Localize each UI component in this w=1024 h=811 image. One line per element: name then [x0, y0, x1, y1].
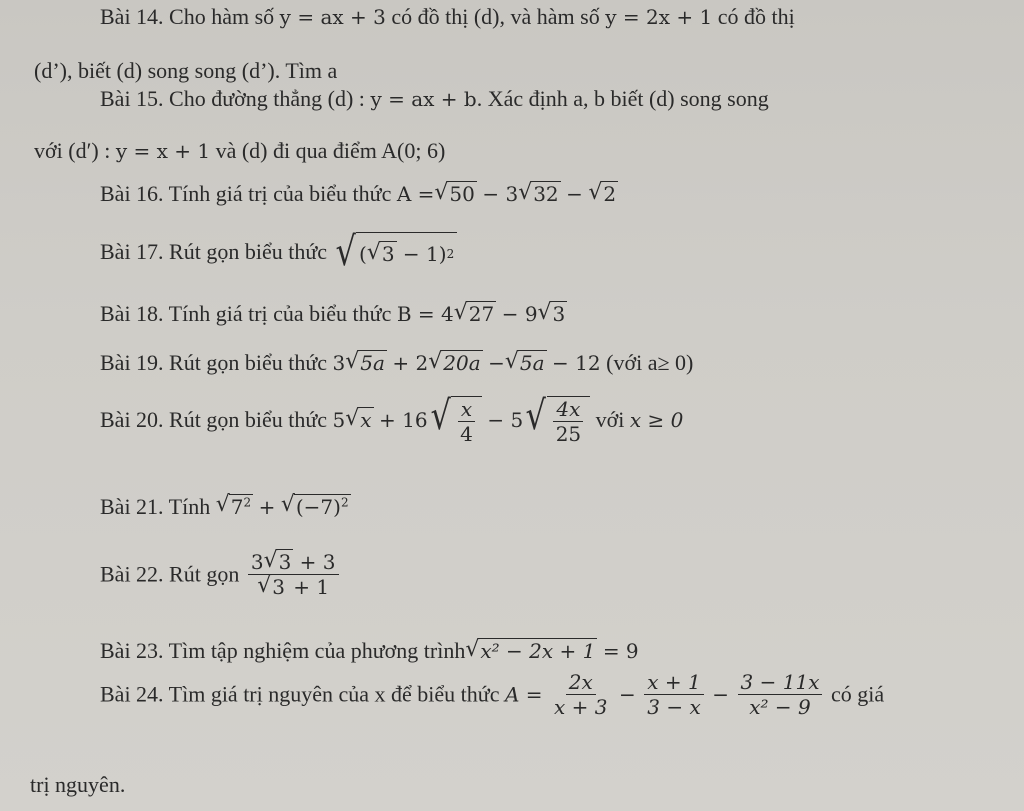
problem-23 — [100, 640, 639, 662]
p18-sqrt-2: √ 3 — [538, 304, 568, 324]
p22-fraction: 3√ 3 + 3 √ 3 + 1 — [248, 552, 339, 597]
p20-c2: + 16 — [379, 408, 428, 432]
p16-sqrt-3: √ 2 — [588, 184, 618, 204]
p24-frac-2: $\frac{x + 1}{3 - x}$ — [644, 672, 703, 717]
p14-text-3: có đồ thị — [717, 4, 795, 29]
p15-line-2a: với (d′) : — [34, 138, 111, 163]
problem-14-line-2: (d’), biết (d) song song (d’). Tìm a — [34, 58, 338, 83]
p16-lhs: A = — [396, 182, 435, 206]
p20-text: Bài 20. Rút gọn biểu thức — [100, 407, 328, 432]
p16-sqrt-2: √ 32 — [518, 184, 560, 204]
p20-cond-2: x ≥ 0 — [629, 408, 684, 432]
p17-sqrt: √ ( √ 3 − 1 ) 2 — [333, 232, 458, 272]
p20-c1: 5 — [332, 408, 346, 432]
p14-eq-2: y = 2x + 1 — [605, 5, 713, 29]
problem-22 — [100, 552, 342, 597]
problem-24-line-2: trị nguyên. — [30, 772, 126, 797]
p19-cond: (với a≥ 0) — [606, 350, 694, 375]
p19-sqrt-3: √ 5a — [505, 353, 547, 373]
p14-eq-1: y = ax + 3 — [279, 5, 386, 29]
p19-text: Bài 19. Rút gọn biểu thức — [100, 350, 328, 375]
p20-sqrt-frac-2: √ $\frac{4x}{25}$ — [523, 396, 590, 444]
p21-sqrt-2: √ $(-7)^2$ — [281, 496, 351, 517]
p20-cond: với — [595, 407, 625, 432]
p18-text: Bài 18. Tính giá trị của biểu thức — [100, 301, 392, 326]
p21-plus: + — [258, 495, 276, 519]
problem-19 — [100, 352, 693, 374]
p15-text-1: Bài 15. Cho đường thẳng (d) : — [100, 86, 365, 111]
p23-sqrt: √ x² − 2x + 1 — [465, 641, 597, 661]
problem-15-line-2 — [34, 140, 445, 162]
p21-sqrt-1: √ $7^2$ — [216, 496, 253, 517]
p24-minus-1: − — [619, 682, 636, 707]
p16-minus-1: − 3 — [482, 182, 519, 206]
p23-text: Bài 23. Tìm tập nghiệm của phương trình — [100, 638, 466, 663]
p24-frac-3: $\frac{3 - 11x}{\text{x² − 9}}$ — [738, 672, 823, 717]
p15-eq-2: y = x + 1 — [115, 139, 211, 163]
p19-c1: 3 — [332, 351, 346, 375]
problem-20 — [100, 393, 684, 446]
p18-minus: − 9 — [501, 302, 538, 326]
p24-minus-2: − — [712, 682, 730, 707]
p19-sqrt-1: √ 5a — [345, 353, 387, 373]
p15-text-2: . Xác định a, b biết (d) song song — [476, 86, 769, 111]
p16-sqrt-1: √ 50 — [434, 184, 476, 204]
p24-lhs: A = — [504, 682, 543, 707]
p15-eq-1: y = ax + b — [370, 87, 477, 111]
p24-text: Bài 24. Tìm giá trị nguyên của x để biểu thức — [100, 681, 500, 707]
p24-frac-1: $\frac{2x}{x + 3}$ — [554, 670, 608, 719]
p20-c3: − 5 — [487, 408, 524, 432]
p19-tail: − 12 — [552, 351, 601, 375]
problem-24 — [100, 672, 884, 717]
p17-text: Bài 17. Rút gọn biểu thức — [100, 239, 328, 264]
problem-15-line-1 — [100, 88, 769, 110]
p14-text-1: Bài 14. Cho hàm số — [100, 4, 275, 29]
p20-sqrt-frac-1: √ $\frac{x}{4}$ — [428, 396, 482, 444]
p16-text: Bài 16. Tính giá trị của biểu thức — [100, 181, 392, 206]
problem-14-line-1 — [100, 6, 795, 28]
p24-tail: có giá — [830, 681, 885, 707]
p21-text: Bài 21. Tính — [100, 494, 211, 519]
p19-sqrt-2: √ 20a — [428, 353, 482, 373]
p14-text-2: có đồ thị (d), và hàm số — [391, 4, 600, 29]
p19-c2: + 2 — [392, 351, 429, 375]
p23-rhs: = 9 — [602, 639, 639, 663]
p18-sqrt-1: √ 27 — [454, 304, 496, 324]
p18-lhs: B = 4 — [396, 302, 454, 326]
problem-17 — [100, 229, 457, 275]
problem-18 — [100, 303, 567, 325]
problem-21 — [100, 496, 351, 518]
p20-sqrt-1: √ x — [345, 410, 373, 430]
p15-line-2b: và (d) đi qua điểm A(0; 6) — [215, 138, 446, 163]
p22-text: Bài 22. Rút gọn — [100, 561, 240, 587]
p16-minus-2: − — [566, 182, 583, 206]
problem-16 — [100, 183, 618, 205]
p19-c3: − — [488, 351, 505, 375]
